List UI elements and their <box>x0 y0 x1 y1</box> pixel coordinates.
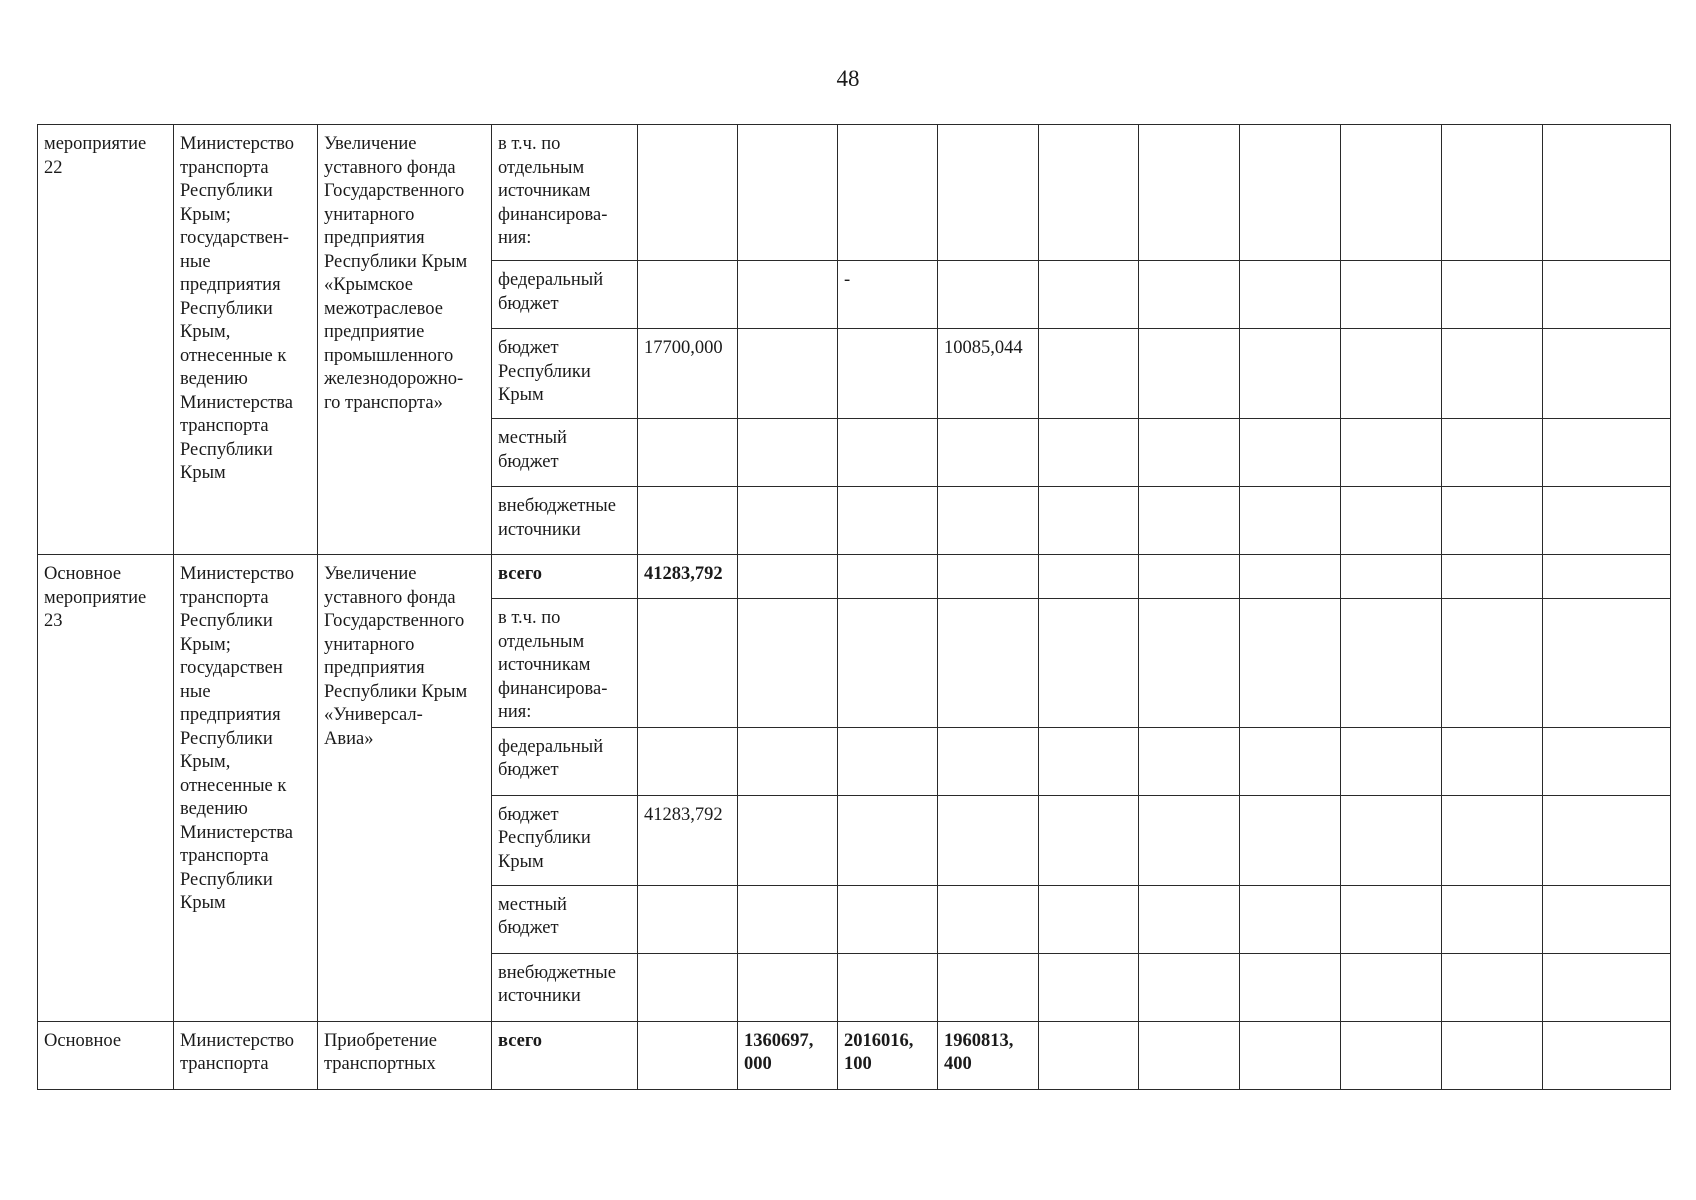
value-cell <box>1139 125 1240 261</box>
table-row <box>38 125 1671 261</box>
value-cell <box>638 261 738 329</box>
value-cell <box>1442 329 1543 419</box>
funding-source-label: внебюджетные источники <box>498 496 616 540</box>
value-cell <box>638 795 738 885</box>
value-text: 1360697, 000 <box>744 1030 814 1074</box>
event-cell <box>38 555 174 1022</box>
value-cell <box>1341 487 1442 555</box>
funding-source-label: в т.ч. по отдельным источникам финансирова- ния: <box>498 608 608 722</box>
value-cell <box>1139 599 1240 728</box>
budget-table <box>37 124 1671 1090</box>
funding-source-label: местный бюджет <box>498 428 567 472</box>
value-cell <box>838 885 938 953</box>
value-cell <box>1341 953 1442 1021</box>
value-cell <box>838 419 938 487</box>
value-cell <box>1240 419 1341 487</box>
value-cell <box>1240 555 1341 599</box>
funding-source-cell <box>492 125 638 261</box>
value-cell <box>738 329 838 419</box>
value-cell <box>1442 555 1543 599</box>
value-cell <box>838 555 938 599</box>
funding-source-cell <box>492 727 638 795</box>
value-cell <box>1341 795 1442 885</box>
funding-source-label: всего <box>498 1030 543 1051</box>
description-cell-text: Увеличение уставного фонда Государственного унитарного предприятия Республики Крым «Универсал- Авиа» <box>324 564 468 749</box>
funding-source-label: бюджет Республики Крым <box>498 804 591 872</box>
value-cell <box>1039 261 1139 329</box>
value-cell <box>738 261 838 329</box>
value-cell <box>1442 727 1543 795</box>
funding-source-label: федеральный бюджет <box>498 736 604 780</box>
value-cell <box>1543 487 1671 555</box>
value-cell <box>1240 599 1341 728</box>
table-row <box>38 555 1671 599</box>
value-cell <box>638 599 738 728</box>
value-cell <box>1039 555 1139 599</box>
value-text: 10085,044 <box>944 338 1023 358</box>
value-cell <box>1240 329 1341 419</box>
value-cell <box>1543 599 1671 728</box>
value-cell <box>638 555 738 599</box>
value-cell <box>938 329 1039 419</box>
executor-cell-text: Министерство транспорта Республики Крым; государствен- ные предприятия Республики Крым, отнесенные к ведению Министерства транспорта Республики Крым <box>180 134 295 483</box>
value-cell <box>738 953 838 1021</box>
executor-cell-text: Министерство транспорта <box>180 1030 295 1074</box>
value-cell <box>1543 261 1671 329</box>
value-cell <box>1543 727 1671 795</box>
value-cell <box>1543 419 1671 487</box>
value-cell <box>938 885 1039 953</box>
value-cell <box>1039 727 1139 795</box>
value-cell <box>938 487 1039 555</box>
value-cell <box>1240 953 1341 1021</box>
value-cell <box>738 795 838 885</box>
value-cell <box>638 727 738 795</box>
value-cell <box>938 1021 1039 1089</box>
table-row <box>38 1021 1671 1089</box>
value-cell <box>838 727 938 795</box>
value-cell <box>738 125 838 261</box>
value-cell <box>938 419 1039 487</box>
description-cell-text: Приобретение транспортных <box>324 1030 437 1074</box>
value-cell <box>638 419 738 487</box>
value-cell <box>938 125 1039 261</box>
value-cell <box>1139 1021 1240 1089</box>
value-cell <box>838 487 938 555</box>
event-cell-text: Основное <box>44 1030 122 1051</box>
value-cell <box>1139 555 1240 599</box>
value-text: 41283,792 <box>644 804 723 825</box>
value-cell <box>1039 885 1139 953</box>
value-cell <box>1039 329 1139 419</box>
funding-source-cell <box>492 885 638 953</box>
value-cell <box>738 555 838 599</box>
value-cell <box>1341 599 1442 728</box>
value-cell <box>738 727 838 795</box>
value-cell <box>1139 261 1240 329</box>
value-cell <box>1039 125 1139 261</box>
event-cell-text: мероприятие 22 <box>44 134 147 178</box>
value-cell <box>1543 329 1671 419</box>
value-cell <box>1139 727 1240 795</box>
event-cell <box>38 125 174 555</box>
value-cell <box>1442 885 1543 953</box>
value-text: 41283,792 <box>644 564 723 584</box>
value-cell <box>1543 953 1671 1021</box>
value-cell <box>638 487 738 555</box>
page-number: 48 <box>836 66 860 91</box>
value-cell <box>1240 727 1341 795</box>
event-cell-text: Основное мероприятие 23 <box>44 564 147 631</box>
value-cell <box>838 795 938 885</box>
value-cell <box>1139 487 1240 555</box>
value-cell <box>1341 329 1442 419</box>
funding-source-label: бюджет Республики Крым <box>498 338 591 405</box>
value-cell <box>1341 885 1442 953</box>
funding-source-label: внебюджетные источники <box>498 962 616 1006</box>
value-cell <box>938 953 1039 1021</box>
value-cell <box>1139 419 1240 487</box>
event-cell <box>38 1021 174 1089</box>
value-cell <box>1543 1021 1671 1089</box>
value-cell <box>1039 953 1139 1021</box>
value-cell <box>1039 795 1139 885</box>
value-cell <box>1341 261 1442 329</box>
executor-cell <box>174 555 318 1022</box>
value-cell <box>1039 1021 1139 1089</box>
value-cell <box>1442 261 1543 329</box>
funding-source-label: местный бюджет <box>498 894 567 938</box>
value-cell <box>1240 261 1341 329</box>
value-cell <box>738 885 838 953</box>
value-cell <box>938 555 1039 599</box>
funding-source-cell <box>492 953 638 1021</box>
value-cell <box>1543 125 1671 261</box>
value-cell <box>838 125 938 261</box>
value-cell <box>1543 555 1671 599</box>
value-cell <box>1442 953 1543 1021</box>
value-cell <box>1543 795 1671 885</box>
value-cell <box>1442 125 1543 261</box>
value-cell <box>638 1021 738 1089</box>
value-cell <box>938 727 1039 795</box>
value-cell <box>1139 885 1240 953</box>
value-text: - <box>844 270 851 290</box>
value-cell <box>1240 1021 1341 1089</box>
value-cell <box>1442 419 1543 487</box>
executor-cell <box>174 125 318 555</box>
executor-cell-text: Министерство транспорта Республики Крым; государствен ные предприятия Республики Крым, отнесенные к ведению Министерства транспорта Республики Крым <box>180 564 295 913</box>
value-cell <box>938 795 1039 885</box>
value-cell <box>638 953 738 1021</box>
funding-source-label: федеральный бюджет <box>498 270 604 314</box>
funding-source-label: всего <box>498 564 543 584</box>
value-cell <box>1240 795 1341 885</box>
value-text: 17700,000 <box>644 338 723 358</box>
value-cell <box>1139 795 1240 885</box>
description-cell <box>318 125 492 555</box>
value-cell <box>1039 419 1139 487</box>
value-cell <box>838 261 938 329</box>
value-cell <box>1442 795 1543 885</box>
value-cell <box>1341 419 1442 487</box>
value-cell <box>1341 727 1442 795</box>
value-cell <box>1341 555 1442 599</box>
value-cell <box>1039 599 1139 728</box>
value-cell <box>838 329 938 419</box>
value-cell <box>1543 885 1671 953</box>
value-cell <box>938 261 1039 329</box>
value-cell <box>1341 125 1442 261</box>
value-cell <box>1442 599 1543 728</box>
funding-source-cell <box>492 599 638 728</box>
value-cell <box>638 125 738 261</box>
value-cell <box>1442 1021 1543 1089</box>
description-cell <box>318 555 492 1022</box>
funding-source-cell <box>492 487 638 555</box>
value-cell <box>638 329 738 419</box>
funding-source-cell <box>492 261 638 329</box>
funding-source-cell <box>492 795 638 885</box>
value-cell <box>738 1021 838 1089</box>
value-cell <box>838 599 938 728</box>
funding-source-cell <box>492 1021 638 1089</box>
funding-source-label: в т.ч. по отдельным источникам финансирова- ния: <box>498 134 608 248</box>
value-cell <box>838 1021 938 1089</box>
funding-source-cell <box>492 419 638 487</box>
value-cell <box>1240 885 1341 953</box>
value-cell <box>1039 487 1139 555</box>
value-cell <box>738 419 838 487</box>
value-text: 1960813, 400 <box>944 1030 1014 1074</box>
value-cell <box>738 599 838 728</box>
funding-source-cell <box>492 555 638 599</box>
description-cell-text: Увеличение уставного фонда Государственного унитарного предприятия Республики Крым «Крымское межотраслевое предприятие промышленного железнодорожно- го транспорта» <box>324 134 468 413</box>
funding-source-cell <box>492 329 638 419</box>
value-cell <box>638 885 738 953</box>
value-cell <box>1139 953 1240 1021</box>
value-cell <box>838 953 938 1021</box>
value-cell <box>1341 1021 1442 1089</box>
value-cell <box>1442 487 1543 555</box>
description-cell <box>318 1021 492 1089</box>
executor-cell <box>174 1021 318 1089</box>
value-cell <box>738 487 838 555</box>
value-cell <box>938 599 1039 728</box>
value-cell <box>1139 329 1240 419</box>
value-text: 2016016, 100 <box>844 1030 914 1074</box>
value-cell <box>1240 125 1341 261</box>
value-cell <box>1240 487 1341 555</box>
